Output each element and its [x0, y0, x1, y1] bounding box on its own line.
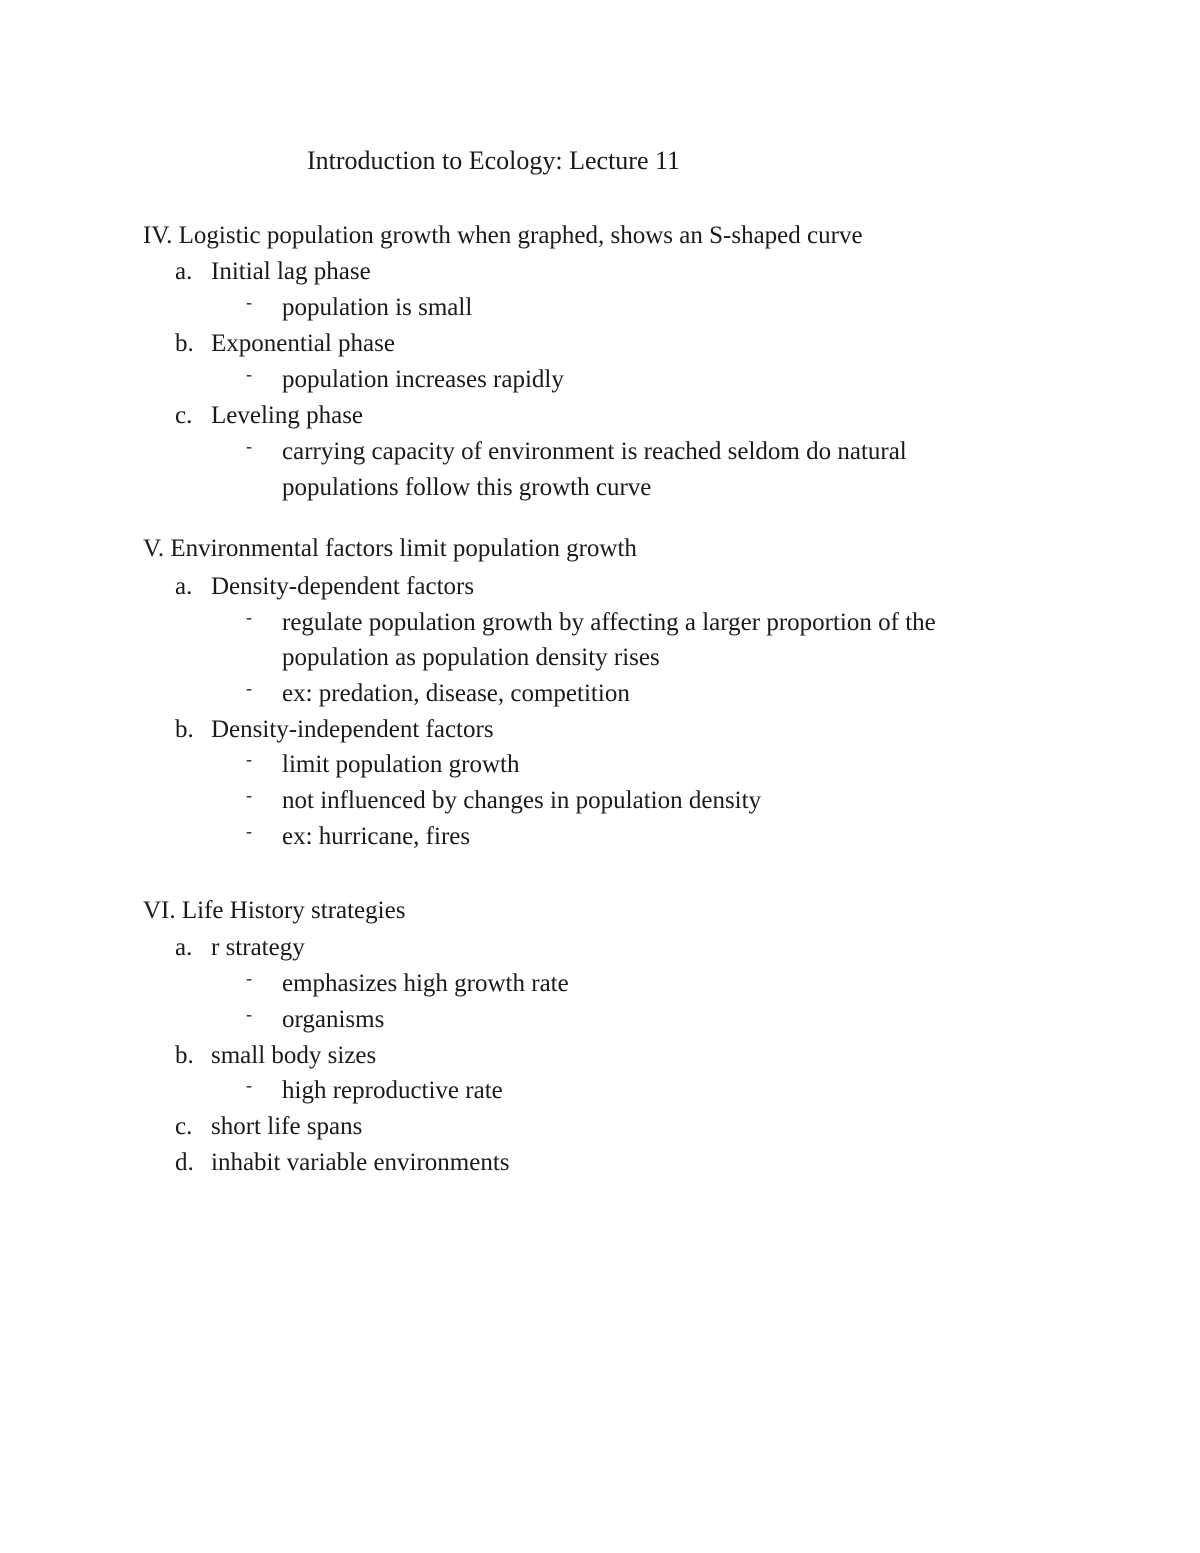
subitem-marker: c.	[175, 1113, 193, 1140]
bullet-text: organisms	[282, 1006, 385, 1033]
bullet-dash: -	[246, 607, 252, 627]
bullet-text: ex: predation, disease, competition	[282, 680, 630, 707]
bullet-text: carrying capacity of environment is reached seldom do natural	[282, 438, 907, 465]
bullet-text: population is small	[282, 294, 473, 321]
subitem-marker: b.	[175, 716, 194, 743]
bullet-dash: -	[246, 1004, 252, 1024]
subitem-text: Density-independent factors	[211, 716, 494, 743]
subitem-marker: a.	[175, 258, 193, 285]
bullet-dash: -	[246, 364, 252, 384]
section-heading-vi: VI. Life History strategies	[143, 897, 406, 924]
subitem-marker: b.	[175, 330, 194, 357]
subitem-text: r strategy	[211, 934, 305, 961]
subitem-marker: c.	[175, 402, 193, 429]
subitem-text: Density-dependent factors	[211, 573, 475, 600]
subitem-marker: d.	[175, 1149, 194, 1176]
subitem-text: Leveling phase	[211, 402, 364, 429]
subitem-marker: b.	[175, 1042, 194, 1069]
bullet-continuation: population as population density rises	[282, 644, 660, 671]
bullet-text: not influenced by changes in population density	[282, 787, 762, 814]
bullet-dash: -	[246, 678, 252, 698]
subitem-marker: a.	[175, 573, 193, 600]
bullet-dash: -	[246, 968, 252, 988]
bullet-text: population increases rapidly	[282, 366, 564, 393]
bullet-text: high reproductive rate	[282, 1077, 503, 1104]
bullet-dash: -	[246, 749, 252, 769]
section-heading-iv: IV. Logistic population growth when graphed, shows an S-shaped curve	[143, 222, 863, 249]
bullet-dash: -	[246, 436, 252, 456]
bullet-continuation: populations follow this growth curve	[282, 474, 652, 501]
subitem-marker: a.	[175, 934, 193, 961]
bullet-text: ex: hurricane, fires	[282, 823, 471, 850]
subitem-text: short life spans	[211, 1113, 363, 1140]
bullet-text: limit population growth	[282, 751, 520, 778]
bullet-dash: -	[246, 821, 252, 841]
subitem-text: Exponential phase	[211, 330, 395, 357]
bullet-dash: -	[246, 785, 252, 805]
subitem-text: small body sizes	[211, 1042, 377, 1069]
subitem-text: inhabit variable environments	[211, 1149, 510, 1176]
bullet-dash: -	[246, 1075, 252, 1095]
bullet-text: regulate population growth by affecting a larger proportion of the	[282, 609, 936, 636]
section-heading-v: V. Environmental factors limit population growth	[143, 535, 637, 562]
document-title: Introduction to Ecology: Lecture 11	[307, 146, 681, 175]
subitem-text: Initial lag phase	[211, 258, 371, 285]
bullet-text: emphasizes high growth rate	[282, 970, 569, 997]
bullet-dash: -	[246, 292, 252, 312]
